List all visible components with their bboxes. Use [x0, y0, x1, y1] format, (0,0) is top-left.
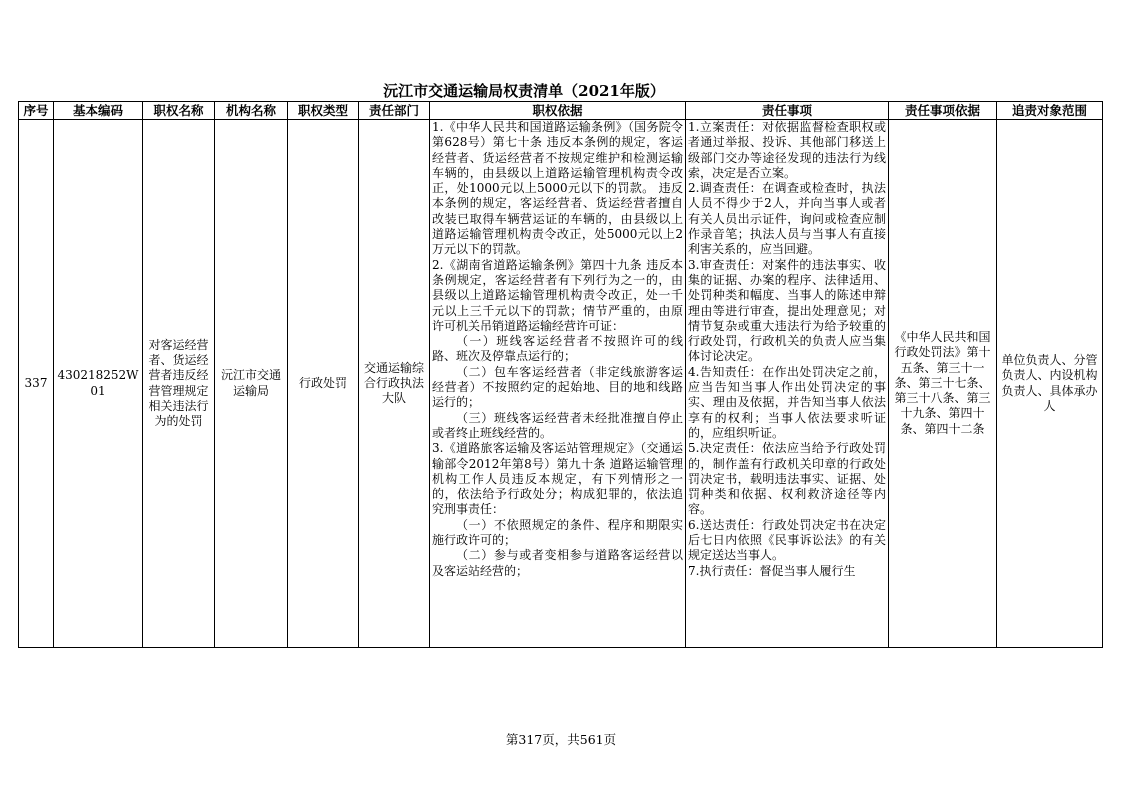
basis-paragraph: （一）不依照规定的条件、程序和期限实施行政许可的；: [432, 517, 683, 548]
basis-paragraph: 2.《湖南省道路运输条例》第四十九条 违反本条例规定，客运经营者有下列行为之一的，由县级以上道路运输管理机构责令改正，处一千元以上三千元以下的罚款；情节严重的，由原许可机关吊销道路运输经营许可证：: [432, 257, 683, 333]
basis-paragraph: 3.《道路旅客运输及客运站管理规定》（交通运输部令2012年第8号）第九十条 道路运输管理机构工作人员违反本规定，有下列情形之一的，依法给予行政处分；构成犯罪的，依法追究刑事责任：: [432, 441, 683, 517]
duty-paragraph: 7.执行责任：督促当事人履行生: [688, 563, 856, 578]
cell-accountability: 单位负责人、分管负责人、内设机构负责人、具体承办人: [997, 120, 1103, 648]
cell-dept: 交通运输综合行政执法大队: [359, 120, 430, 648]
basis-paragraph: （二）包车客运经营者（非定线旅游客运经营者）不按照约定的起始地、目的地和线路运行的；: [432, 364, 683, 410]
basis-paragraph: （三）班线客运经营者未经批准擅自停止或者终止班线经营的。: [432, 410, 683, 440]
cell-code: 430218252W01: [54, 120, 143, 648]
duty-paragraph: 6.送达责任：行政处罚决定书在决定后七日内依照《民事诉讼法》的有关规定送达当事人。: [688, 517, 886, 563]
basis-paragraph: （二）参与或者变相参与道路客运经营以及客运站经营的；: [432, 548, 683, 578]
duty-list-table: [18, 101, 1103, 648]
header-org-name: 机构名称: [215, 102, 288, 120]
duty-paragraph: 4.告知责任：在作出处罚决定之前，应当告知当事人作出处罚决定的事实、理由及依据，并告知当事人依法享有的权利；当事人依法要求听证的，应组织听证。: [688, 364, 886, 440]
table-row: [19, 120, 1103, 648]
header-power-type: 职权类型: [288, 102, 359, 120]
basis-paragraph: 1.《中华人民共和国道路运输条例》（国务院令第628号）第七十条 违反本条例的规定，客运经营者、货运经营者不按规定维护和检测运输车辆的，由县级以上道路运输管理机构责令改正，处1000元以上5000元以下的罚款。 违反本条例的规定，客运经营者、货运经营者擅自改装已取得车辆营运证的车辆的，由县级以上道路运输管理机构责令改正，处5000元以上2万元以下的罚款。: [432, 120, 683, 257]
duty-paragraph: 2.调查责任：在调查或检查时，执法人员不得少于2人，并向当事人或者有关人员出示证件，询问或检查应制作录音笔；执法人员与当事人有直接利害关系的，应当回避。: [688, 181, 886, 257]
cell-power-name: 对客运经营者、货运经营者违反经营管理规定相关违法行为的处罚: [143, 120, 215, 648]
duty-paragraph: 5.决定责任：依法应当给予行政处罚的，制作盖有行政机关印章的行政处罚决定书，载明违法事实、证据、处罚种类和依据、权利救济途径等内容。: [688, 441, 886, 517]
cell-power-type: 行政处罚: [288, 120, 359, 648]
cell-basis: [430, 120, 686, 648]
header-basis: 职权依据: [430, 102, 686, 120]
header-power-name: 职权名称: [143, 102, 215, 120]
cell-org-name: 沅江市交通运输局: [215, 120, 288, 648]
page-title: 沅江市交通运输局权责清单（2021年版）: [383, 82, 665, 100]
header-index: 序号: [19, 102, 54, 120]
header-accountability: 追责对象范围: [997, 102, 1103, 120]
header-code: 基本编码: [54, 102, 143, 120]
cell-duty-basis: 《中华人民共和国行政处罚法》第十五条、第三十一条、第三十七条、第三十八条、第三十九条、第四十条、第四十二条: [889, 120, 997, 648]
cell-duties: [686, 120, 889, 648]
cell-index: 337: [19, 120, 54, 648]
duty-paragraph: 1.立案责任：对依据监督检查职权或者通过举报、投诉、其他部门移送上级部门交办等途径发现的违法行为线索，决定是否立案。: [688, 120, 886, 180]
header-duty-basis: 责任事项依据: [889, 102, 997, 120]
duty-paragraph: 3.审查责任：对案件的违法事实、收集的证据、办案的程序、法律适用、处罚种类和幅度、当事人的陈述申辩理由等进行审查，提出处理意见；对情节复杂或重大违法行为给予较重的行政处罚，行政机关的负责人应当集体讨论决定。: [688, 257, 886, 364]
header-dept: 责任部门: [359, 102, 430, 120]
table-header-row: [19, 102, 1103, 120]
page-number: 第317页，共561页: [505, 732, 617, 747]
basis-paragraph: （一）班线客运经营者不按照许可的线路、班次及停靠点运行的；: [432, 334, 683, 364]
header-duties: 责任事项: [686, 102, 889, 120]
